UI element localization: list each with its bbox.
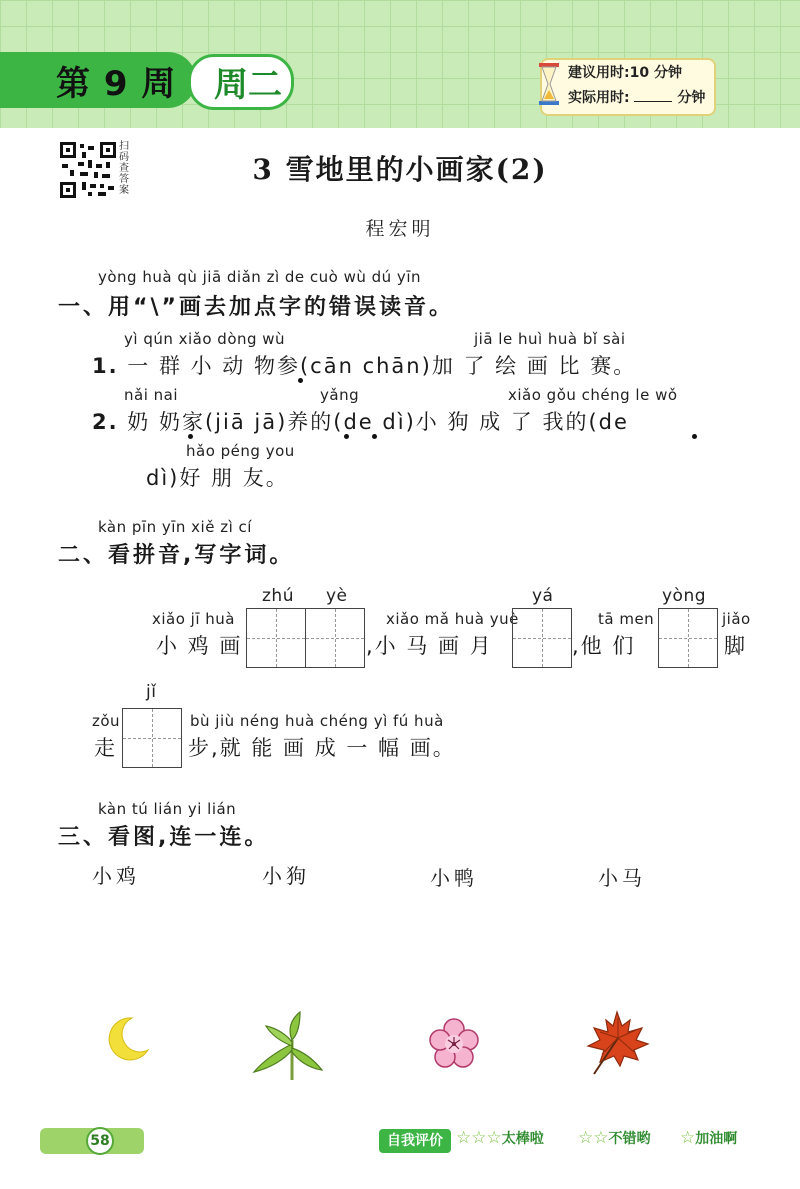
row2-text-1: 走 bbox=[94, 736, 117, 760]
section2-pinyin: kàn pīn yīn xiě zì cí bbox=[98, 518, 252, 536]
emphasis-dot bbox=[188, 434, 193, 439]
plum-blossom-icon[interactable] bbox=[428, 1018, 480, 1070]
q2-text-a: 奶 奶 bbox=[127, 410, 182, 434]
actual-time-blank[interactable] bbox=[634, 89, 672, 102]
actual-time-label: 实际用时: bbox=[568, 90, 630, 106]
box-pinyin-yong: yòng bbox=[662, 586, 707, 606]
animal-pony[interactable]: 小马 bbox=[598, 866, 646, 890]
q2-pinyin-b: yǎng bbox=[320, 386, 360, 404]
row1-pinyin-3: tā men bbox=[598, 610, 655, 628]
week-label: 第 9 周 bbox=[56, 64, 177, 104]
star-icon: ☆ bbox=[680, 1128, 696, 1148]
suggested-time bbox=[568, 62, 682, 82]
q2-char2: 养 bbox=[287, 410, 311, 434]
animal-duckling[interactable]: 小鸭 bbox=[430, 866, 478, 890]
q2-char4: 的 bbox=[565, 410, 589, 434]
q1-line bbox=[92, 350, 636, 380]
row2-pinyin-2: bù jiù néng huà chéng yì fú huà bbox=[190, 712, 444, 730]
suggested-time-label: 建议用时: bbox=[568, 65, 630, 81]
q1-text-a: 一 群 小 动 物 bbox=[127, 354, 277, 378]
q2-pinyin-c: xiǎo gǒu chéng le wǒ bbox=[508, 386, 678, 404]
row1-text-4: 脚 bbox=[724, 634, 747, 658]
q2-options1[interactable]: (jiā jā) bbox=[204, 410, 288, 434]
animal-puppy[interactable]: 小狗 bbox=[262, 864, 310, 888]
suggested-time-value: 10 分钟 bbox=[629, 65, 682, 81]
box-pinyin-ya: yá bbox=[532, 586, 554, 606]
row1-text-2: ,小 马 画 月 bbox=[366, 634, 493, 658]
writing-box[interactable] bbox=[122, 708, 182, 768]
q1-char: 参 bbox=[276, 354, 300, 378]
self-eval-label: 自我评价 bbox=[379, 1129, 451, 1153]
box-pinyin-ji: jǐ bbox=[146, 682, 157, 702]
row1-pinyin-4: jiǎo bbox=[722, 610, 751, 628]
row1-text-3: ,他 们 bbox=[572, 634, 636, 658]
section3-heading: 三、看图,连一连。 bbox=[58, 825, 270, 850]
star-icon: ☆ bbox=[471, 1128, 487, 1148]
star-icon: ☆ bbox=[593, 1128, 609, 1148]
page-number: 58 bbox=[86, 1127, 114, 1155]
section3-pinyin: kàn tú lián yi lián bbox=[98, 800, 237, 818]
writing-box[interactable] bbox=[512, 608, 572, 668]
box-pinyin-ye: yè bbox=[326, 586, 348, 606]
emphasis-dot bbox=[344, 434, 349, 439]
bamboo-leaf-icon[interactable] bbox=[250, 1010, 326, 1082]
lesson-title: 3 雪地里的小画家(2) bbox=[252, 153, 548, 186]
q2-pinyin-d: hǎo péng you bbox=[186, 442, 295, 460]
day-label: 周二 bbox=[214, 65, 282, 105]
q2-char1: 家 bbox=[181, 410, 205, 434]
row1-pinyin-1: xiǎo jī huà bbox=[152, 610, 235, 628]
q2-options3[interactable]: (de bbox=[588, 410, 629, 434]
row2-pinyin-1: zǒu bbox=[92, 712, 121, 730]
q2-number: 2. bbox=[92, 410, 119, 434]
row1-text-1: 小 鸡 画 bbox=[156, 634, 243, 658]
eval-try-text: 加油啊 bbox=[695, 1131, 738, 1147]
star-icon: ☆ bbox=[578, 1128, 594, 1148]
crescent-moon-icon[interactable] bbox=[106, 1016, 150, 1062]
row2-text-2: 步,就 能 画 成 一 幅 画。 bbox=[188, 736, 456, 760]
q1-pinyin-b: jiā le huì huà bǐ sài bbox=[474, 330, 626, 348]
q1-options[interactable]: (cān chān) bbox=[299, 354, 432, 378]
emphasis-dot bbox=[298, 378, 303, 383]
maple-leaf-icon[interactable] bbox=[582, 1008, 652, 1078]
writing-box[interactable] bbox=[658, 608, 718, 668]
q2-char3: 的 bbox=[310, 410, 334, 434]
emphasis-dot bbox=[692, 434, 697, 439]
actual-time bbox=[568, 87, 705, 107]
writing-box[interactable] bbox=[246, 608, 306, 668]
q2-options2[interactable]: (de dì) bbox=[333, 410, 416, 434]
q2-text-b: 小 狗 成 了 我 bbox=[415, 410, 566, 434]
q1-text-b: 加 了 绘 画 比 赛。 bbox=[431, 354, 637, 378]
qr-caption: 扫码查答案 bbox=[119, 141, 129, 196]
box-pinyin-zhu: zhú bbox=[262, 586, 294, 606]
self-eval-good[interactable] bbox=[578, 1128, 651, 1148]
writing-box[interactable] bbox=[305, 608, 365, 668]
q2-text-c[interactable]: dì)好 朋 友。 bbox=[146, 466, 289, 490]
row1-pinyin-2: xiǎo mǎ huà yuè bbox=[386, 610, 519, 628]
q2-line bbox=[92, 406, 629, 436]
lesson-author: 程宏明 bbox=[365, 218, 435, 240]
actual-time-unit: 分钟 bbox=[677, 90, 706, 106]
star-icon: ☆ bbox=[486, 1128, 502, 1148]
eval-good-text: 不错哟 bbox=[608, 1131, 651, 1147]
animal-chick[interactable]: 小鸡 bbox=[92, 864, 140, 888]
section1-heading: 一、用“\”画去加点字的错误读音。 bbox=[58, 295, 454, 320]
section2-heading: 二、看拼音,写字词。 bbox=[58, 543, 295, 568]
hourglass-icon bbox=[538, 62, 560, 106]
section1-pinyin: yòng huà qù jiā diǎn zì de cuò wù dú yīn bbox=[98, 268, 421, 286]
eval-great-text: 太棒啦 bbox=[501, 1131, 544, 1147]
q2-pinyin-a: nǎi nai bbox=[124, 386, 179, 404]
self-eval-try[interactable] bbox=[680, 1128, 737, 1148]
self-eval-great[interactable] bbox=[456, 1128, 544, 1148]
star-icon: ☆ bbox=[456, 1128, 472, 1148]
q1-number: 1. bbox=[92, 354, 119, 378]
q1-pinyin-a: yì qún xiǎo dòng wù bbox=[124, 330, 286, 348]
emphasis-dot bbox=[372, 434, 377, 439]
